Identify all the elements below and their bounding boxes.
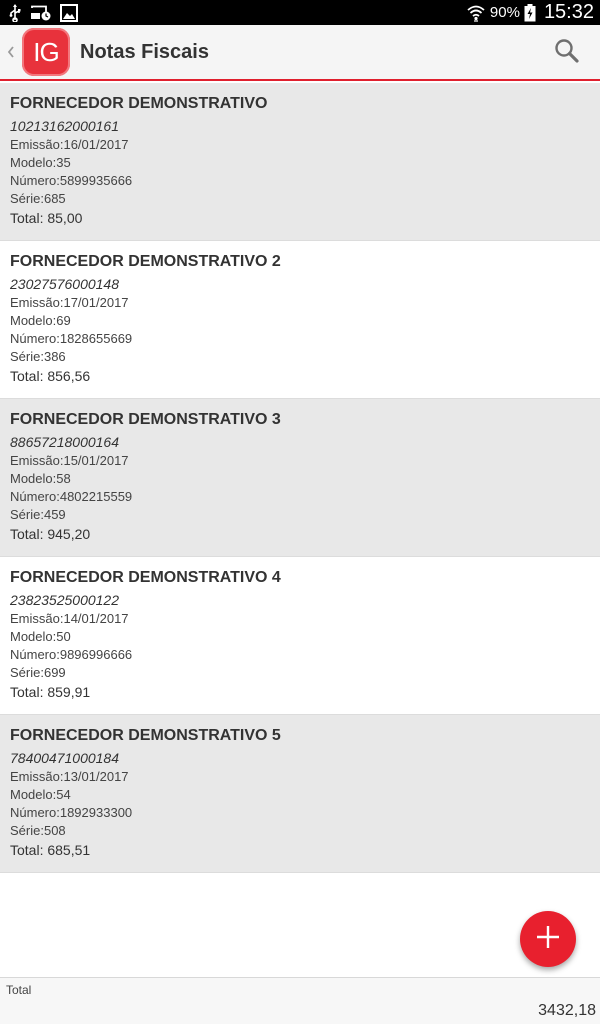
app-logo[interactable] [22,28,70,76]
add-invoice-button[interactable] [520,911,576,967]
model: Modelo:50 [10,629,71,644]
app-bar [0,25,600,81]
page-title: Notas Fiscais [80,40,209,63]
invoice-total: Total: 945,20 [10,526,91,542]
usb-icon [8,4,22,22]
invoice-total: Total: 85,00 [10,210,83,226]
footer-total-label: Total [6,983,32,997]
back-chevron-icon[interactable] [0,24,18,80]
model: Modelo:69 [10,313,71,328]
supplier-cnpj: 78400471000184 [10,750,120,766]
list-item[interactable] [0,399,600,557]
list-item[interactable] [0,557,600,715]
cast-icon [30,5,52,21]
issue-date: Emissão:16/01/2017 [10,137,129,152]
supplier-name: FORNECEDOR DEMONSTRATIVO [10,95,268,112]
series: Série:459 [10,507,66,522]
supplier-cnpj: 23823525000122 [10,592,120,608]
invoice-number: Número:1828655669 [10,331,133,346]
search-icon [554,38,580,69]
invoice-number: Número:5899935666 [10,173,133,188]
footer-total-value: 3432,18 [538,1002,596,1019]
invoice-list [0,83,600,873]
clock: 15:32 [543,1,594,23]
footer-total-bar [0,977,600,1024]
list-item[interactable] [0,715,600,873]
supplier-cnpj: 23027576000148 [10,276,120,292]
issue-date: Emissão:14/01/2017 [10,611,129,626]
invoice-total: Total: 856,56 [10,368,91,384]
supplier-name: FORNECEDOR DEMONSTRATIVO 4 [10,569,281,586]
search-button[interactable] [552,38,582,68]
invoice-number: Número:1892933300 [10,805,133,820]
model: Modelo:54 [10,787,71,802]
series: Série:685 [10,191,66,206]
issue-date: Emissão:15/01/2017 [10,453,129,468]
supplier-name: FORNECEDOR DEMONSTRATIVO 2 [10,253,281,270]
issue-date: Emissão:13/01/2017 [10,769,129,784]
invoice-total: Total: 859,91 [10,684,91,700]
status-bar [0,0,600,25]
battery-charging-icon [524,4,536,22]
supplier-cnpj: 88657218000164 [10,434,120,450]
series: Série:508 [10,823,66,838]
list-item[interactable] [0,83,600,241]
battery-percent: 90% [489,4,520,21]
wifi-icon [466,4,486,22]
model: Modelo:35 [10,155,71,170]
app-logo-text: IG [33,36,59,67]
plus-icon [535,924,561,955]
supplier-name: FORNECEDOR DEMONSTRATIVO 3 [10,411,281,428]
supplier-cnpj: 10213162000161 [10,118,120,134]
list-item[interactable] [0,241,600,399]
model: Modelo:58 [10,471,71,486]
issue-date: Emissão:17/01/2017 [10,295,129,310]
series: Série:386 [10,349,66,364]
invoice-number: Número:4802215559 [10,489,133,504]
invoice-number: Número:9896996666 [10,647,133,662]
series: Série:699 [10,665,66,680]
image-icon [60,4,78,22]
supplier-name: FORNECEDOR DEMONSTRATIVO 5 [10,727,281,744]
invoice-total: Total: 685,51 [10,842,91,858]
